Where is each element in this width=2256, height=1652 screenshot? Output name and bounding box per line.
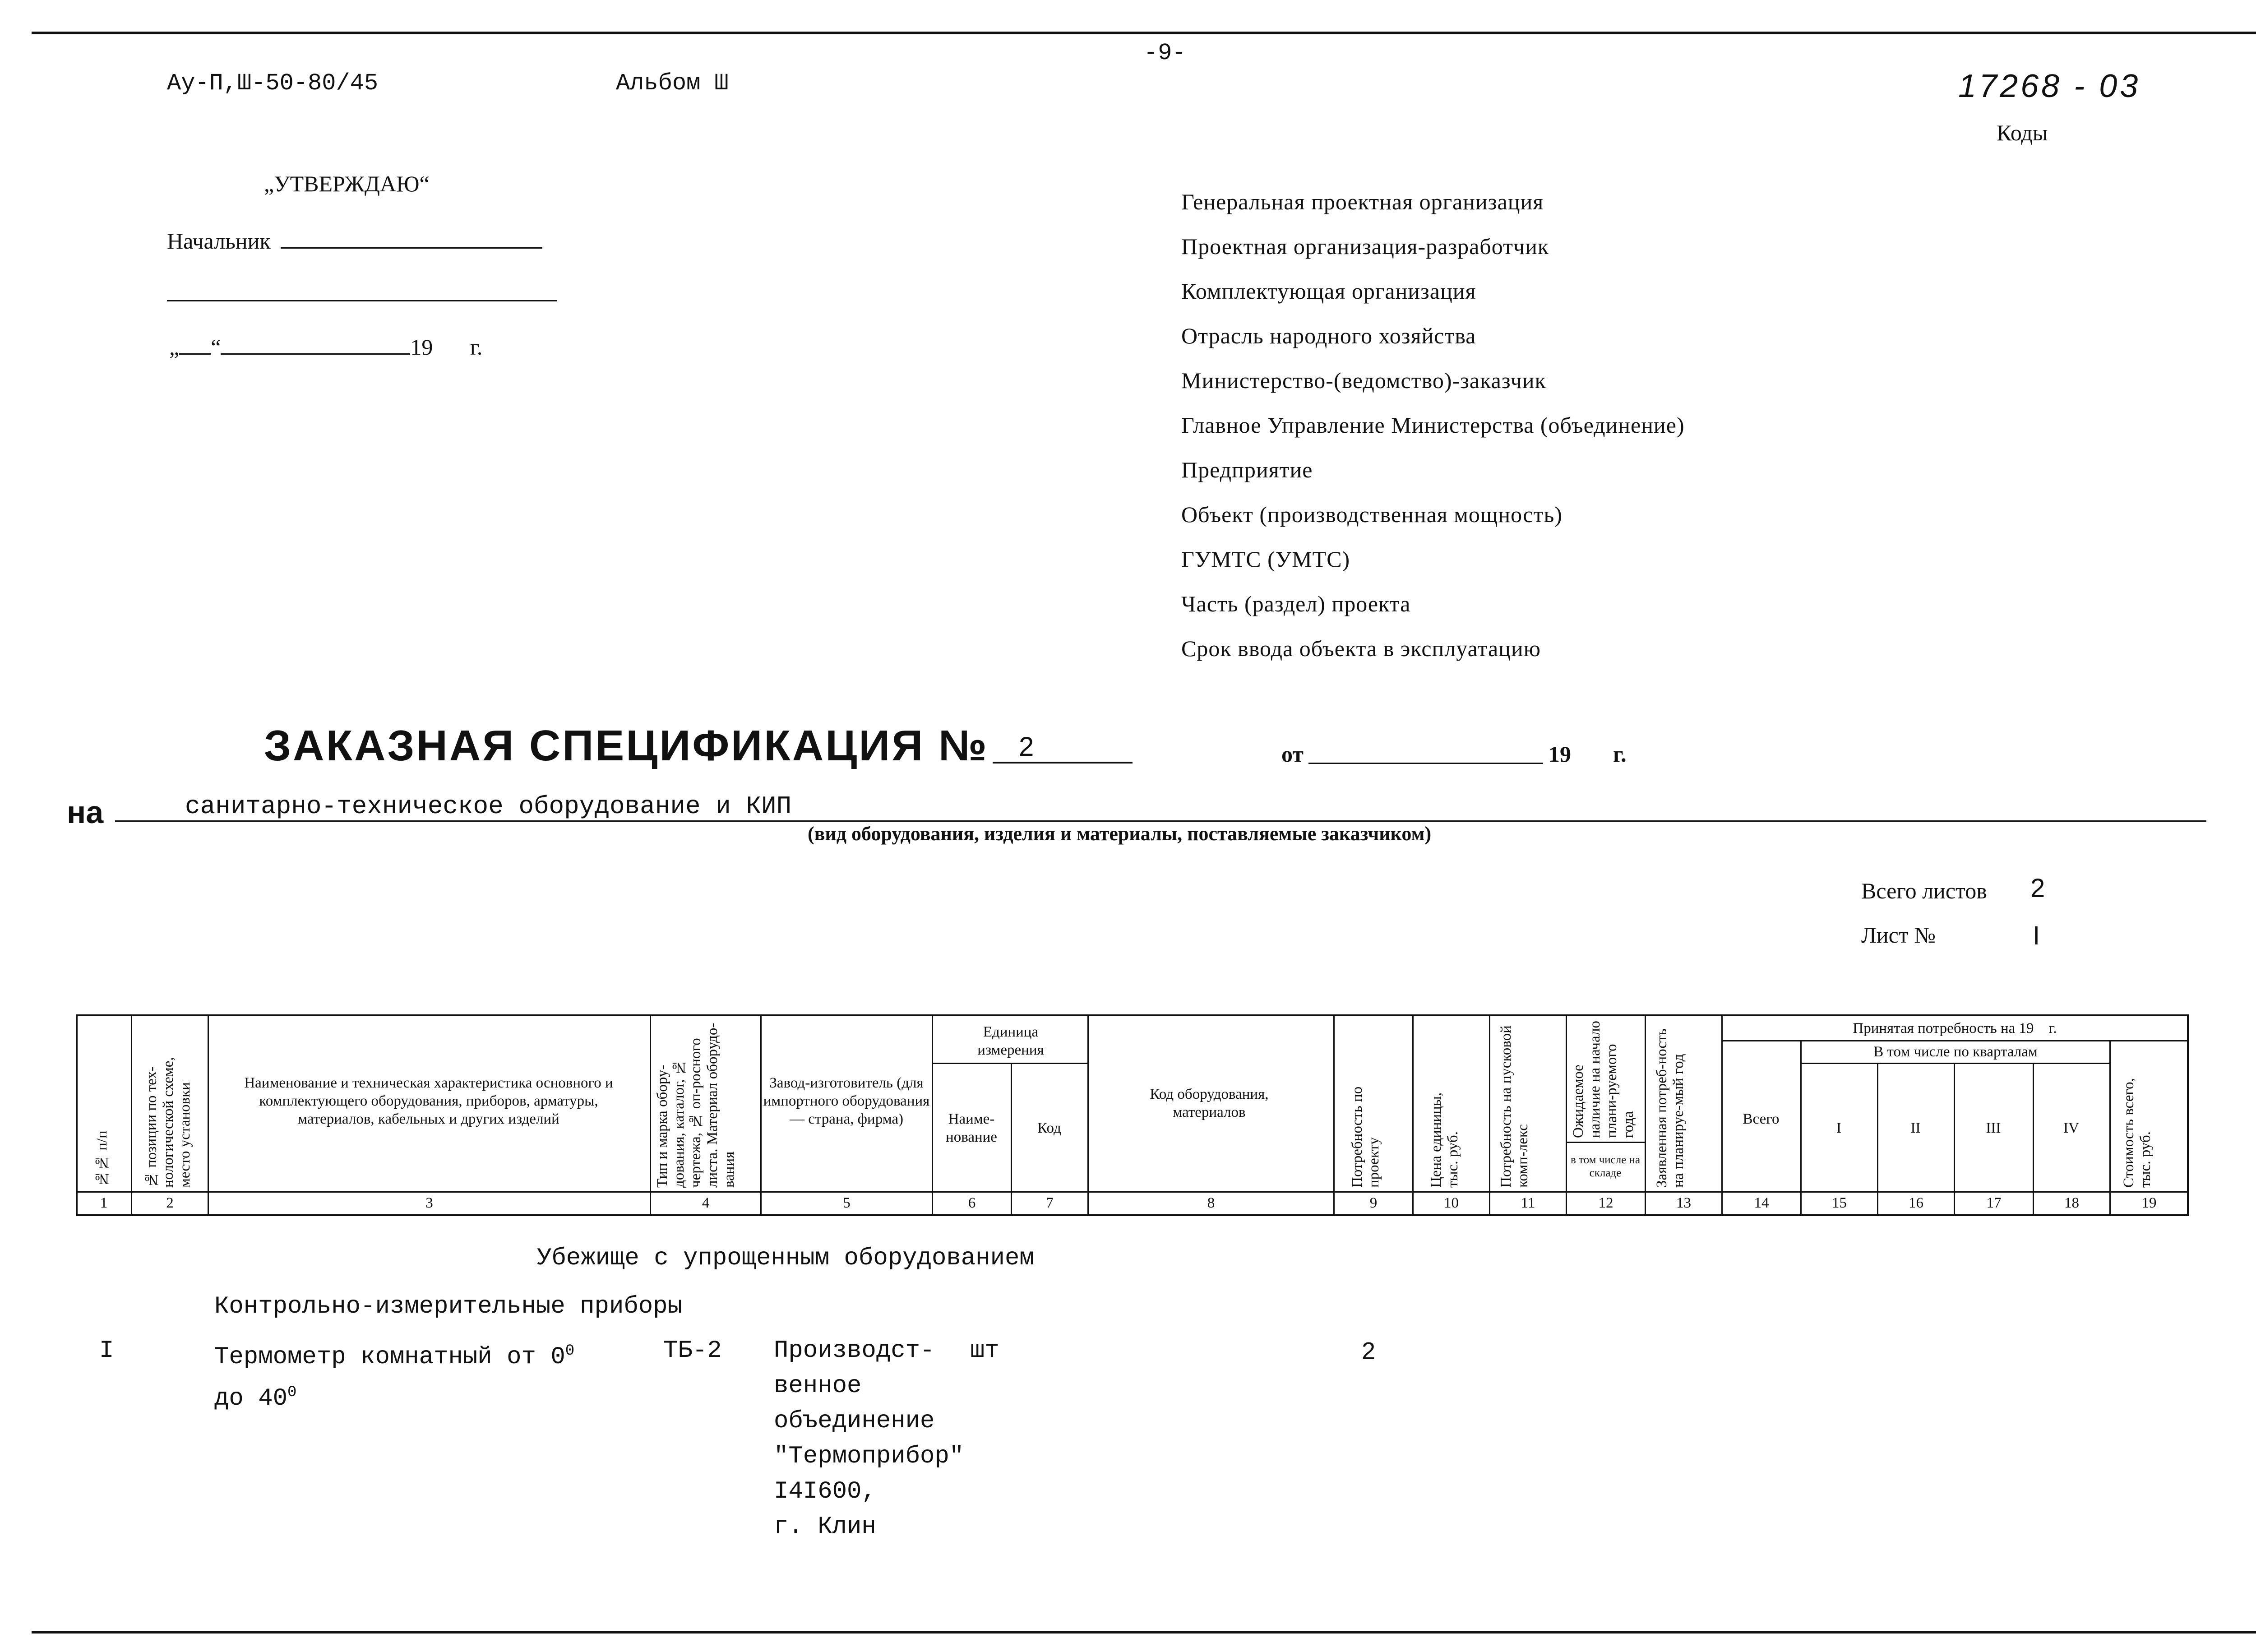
th-declared-need: Заявленная потреб-ность на планируе-мый год xyxy=(1654,1028,1687,1188)
row-name-line1: Термометр комнатный от 0 xyxy=(214,1343,565,1371)
col-number: 5 xyxy=(843,1195,851,1211)
th-type: Тип и марка обору-дования, каталог, № чертежа, № оп-росного листа. Материал оборудо-вания xyxy=(654,1023,737,1188)
col-sep-2 xyxy=(208,1014,209,1216)
col-sep-10 xyxy=(1489,1014,1490,1216)
col-number: 13 xyxy=(1676,1195,1691,1211)
col-number: 9 xyxy=(1369,1195,1378,1211)
page-number: -9- xyxy=(1144,40,1186,66)
quarters-group-line xyxy=(1800,1063,2109,1064)
th-equipment-code: Код оборудования, материалов xyxy=(1150,1086,1269,1120)
col-number: 1 xyxy=(100,1195,108,1211)
col-sep-7 xyxy=(1087,1014,1089,1216)
day-line xyxy=(179,353,211,355)
spec-year: 19 xyxy=(1549,741,1571,767)
approval-extra-line xyxy=(167,300,557,301)
spec-number: 2 xyxy=(1019,731,1034,762)
manufacturer-line: объединение xyxy=(774,1407,935,1435)
col-number: 17 xyxy=(1986,1195,2002,1211)
manufacturer-line: г. Клин xyxy=(774,1513,876,1541)
col-number: 8 xyxy=(1207,1195,1215,1211)
org-field-gumts: ГУМТС (УМТС) xyxy=(1181,546,1350,572)
column-number-separator xyxy=(76,1191,2189,1193)
col-number: 18 xyxy=(2064,1195,2079,1211)
row-index: I xyxy=(99,1337,114,1365)
th-quarter-4: IV xyxy=(2063,1120,2079,1136)
col-sep-1 xyxy=(131,1014,132,1216)
manufacturer-line: "Термоприбор" xyxy=(774,1443,964,1470)
org-field-general: Генеральная проектная организация xyxy=(1181,189,1544,214)
approval-year: 19 xyxy=(410,334,433,360)
th-quarter-2: II xyxy=(1910,1120,1921,1136)
col-number: 19 xyxy=(2141,1195,2157,1211)
manufacturer-line: Производст- xyxy=(774,1337,935,1365)
date-mid-quote: “ xyxy=(211,334,221,360)
row-unit: шт xyxy=(970,1337,999,1365)
th-in-stock: в том числе на складе xyxy=(1570,1154,1641,1179)
album-label: Альбом Ш xyxy=(616,70,729,97)
row-name-line2: до 40 xyxy=(214,1385,288,1412)
col-number: 4 xyxy=(702,1195,710,1211)
col-number: 6 xyxy=(968,1195,976,1211)
spec-date-line xyxy=(1308,763,1543,764)
approval-title: „УТВЕРЖДАЮ“ xyxy=(264,171,430,196)
approval-chief xyxy=(167,228,542,254)
th-total: Всего xyxy=(1743,1111,1780,1127)
org-field-main-department: Главное Управление Министерства (объединение) xyxy=(1181,412,1685,438)
degree-sup: 0 xyxy=(287,1384,297,1401)
org-field-project-part: Часть (раздел) проекта xyxy=(1181,591,1411,616)
manufacturer-line: I4I600, xyxy=(774,1478,876,1505)
spec-on-label: на xyxy=(67,795,104,830)
sheet-value: I xyxy=(2033,921,2040,950)
col-sep-8 xyxy=(1333,1014,1335,1216)
th-unit-price: Цена единицы, тыс. руб. xyxy=(1428,1092,1461,1188)
col-sep-12 xyxy=(1645,1014,1646,1216)
date-open-quote: „ xyxy=(169,334,180,360)
bottom-border xyxy=(32,1631,2256,1633)
th-quarter-1: I xyxy=(1836,1120,1841,1136)
chief-signature-line xyxy=(281,247,542,249)
col-number: 11 xyxy=(1521,1195,1535,1211)
th-index: №№ п/п xyxy=(94,1130,110,1187)
org-field-completing: Комплектующая организация xyxy=(1181,278,1476,304)
sheet-label: Лист № xyxy=(1861,922,1936,948)
degree-sup: 0 xyxy=(565,1342,575,1360)
th-name: Наименование и техническая характеристика основного и комплектующего оборудования, приборов, арматуры, материалов, кабельных и других изделий xyxy=(244,1075,613,1127)
approval-year-suffix: г. xyxy=(470,334,483,360)
th-launch-need: Потребность на пусковой комп-лекс xyxy=(1498,1025,1531,1188)
col-sep-4 xyxy=(760,1014,762,1216)
col-sep-3 xyxy=(650,1014,651,1216)
col-number: 16 xyxy=(1909,1195,1923,1211)
row-name xyxy=(214,1333,574,1416)
spec-subject-caption: (вид оборудования, изделия и материалы, поставляемые заказчиком) xyxy=(808,823,1432,845)
th-quarters-group: В том числе по кварталам xyxy=(1873,1043,2038,1060)
chief-label: Начальник xyxy=(167,228,271,254)
col-number: 15 xyxy=(1832,1195,1847,1211)
spec-year-suffix: г. xyxy=(1613,741,1627,767)
row-type: ТБ-2 xyxy=(663,1337,722,1365)
col-number: 3 xyxy=(425,1195,433,1211)
th-project-need: Потребность по проекту xyxy=(1349,1086,1382,1188)
row-manufacturer xyxy=(774,1333,964,1545)
th-unit-group: Единица измерения xyxy=(977,1024,1044,1058)
th-unit-name: Наиме-нование xyxy=(946,1111,997,1145)
th-manufacturer: Завод-изготовитель (для импортного оборудования — страна, фирма) xyxy=(763,1075,930,1127)
th-expected-stock: Ожидаемое наличие на начало плани-руемого года xyxy=(1570,1021,1637,1138)
org-field-industry: Отрасль народного хозяйства xyxy=(1181,323,1476,348)
total-sheets-value: 2 xyxy=(2030,874,2045,903)
col-number: 2 xyxy=(166,1195,174,1211)
spec-number-line xyxy=(993,762,1133,764)
manufacturer-line: венное xyxy=(774,1372,862,1400)
col-number: 7 xyxy=(1046,1195,1054,1211)
project-code: Ау-П,Ш-50-80/45 xyxy=(167,70,379,97)
row-quantity: 2 xyxy=(1362,1337,1376,1365)
section-heading: Убежище с упрощенным оборудованием xyxy=(537,1245,1034,1272)
org-field-enterprise: Предприятие xyxy=(1181,457,1313,482)
org-field-ministry: Министерство-(ведомство)-заказчик xyxy=(1181,368,1546,393)
approval-date xyxy=(169,334,482,360)
total-sheets-label: Всего листов xyxy=(1861,878,1987,903)
top-border xyxy=(32,32,2256,34)
org-field-commissioning-date: Срок ввода объекта в эксплуатацию xyxy=(1181,636,1541,661)
col-sep-18 xyxy=(2109,1040,2111,1216)
month-line xyxy=(221,353,410,355)
col-number: 10 xyxy=(1444,1195,1459,1211)
codes-label: Коды xyxy=(1997,120,2048,145)
org-field-object: Объект (производственная мощность) xyxy=(1181,502,1563,527)
spec-from-label: от xyxy=(1281,741,1304,767)
th-accepted-group: Принятая потребность на 19 г. xyxy=(1853,1020,2057,1037)
org-field-developer: Проектная организация-разработчик xyxy=(1181,234,1549,259)
subsection-heading: Контрольно-измерительные приборы xyxy=(214,1293,682,1320)
spec-subject: санитарно-техническое оборудование и КИП xyxy=(185,792,792,821)
th-unit-code: Код xyxy=(1037,1120,1061,1136)
unit-group-line xyxy=(932,1063,1087,1064)
th-position: № позиции по тех-нологической схеме, место установки xyxy=(143,1057,193,1188)
col-sep-9 xyxy=(1412,1014,1414,1216)
document-code: 17268 - 03 xyxy=(1958,68,2141,104)
th-total-cost: Стоимость всего, тыс. руб. xyxy=(2121,1078,2154,1188)
col-number: 14 xyxy=(1754,1195,1769,1211)
th-quarter-3: III xyxy=(1986,1120,2001,1136)
spec-title: ЗАКАЗНАЯ СПЕЦИФИКАЦИЯ № xyxy=(264,722,989,770)
stock-split-line xyxy=(1566,1142,1645,1143)
col-number: 12 xyxy=(1598,1195,1613,1211)
